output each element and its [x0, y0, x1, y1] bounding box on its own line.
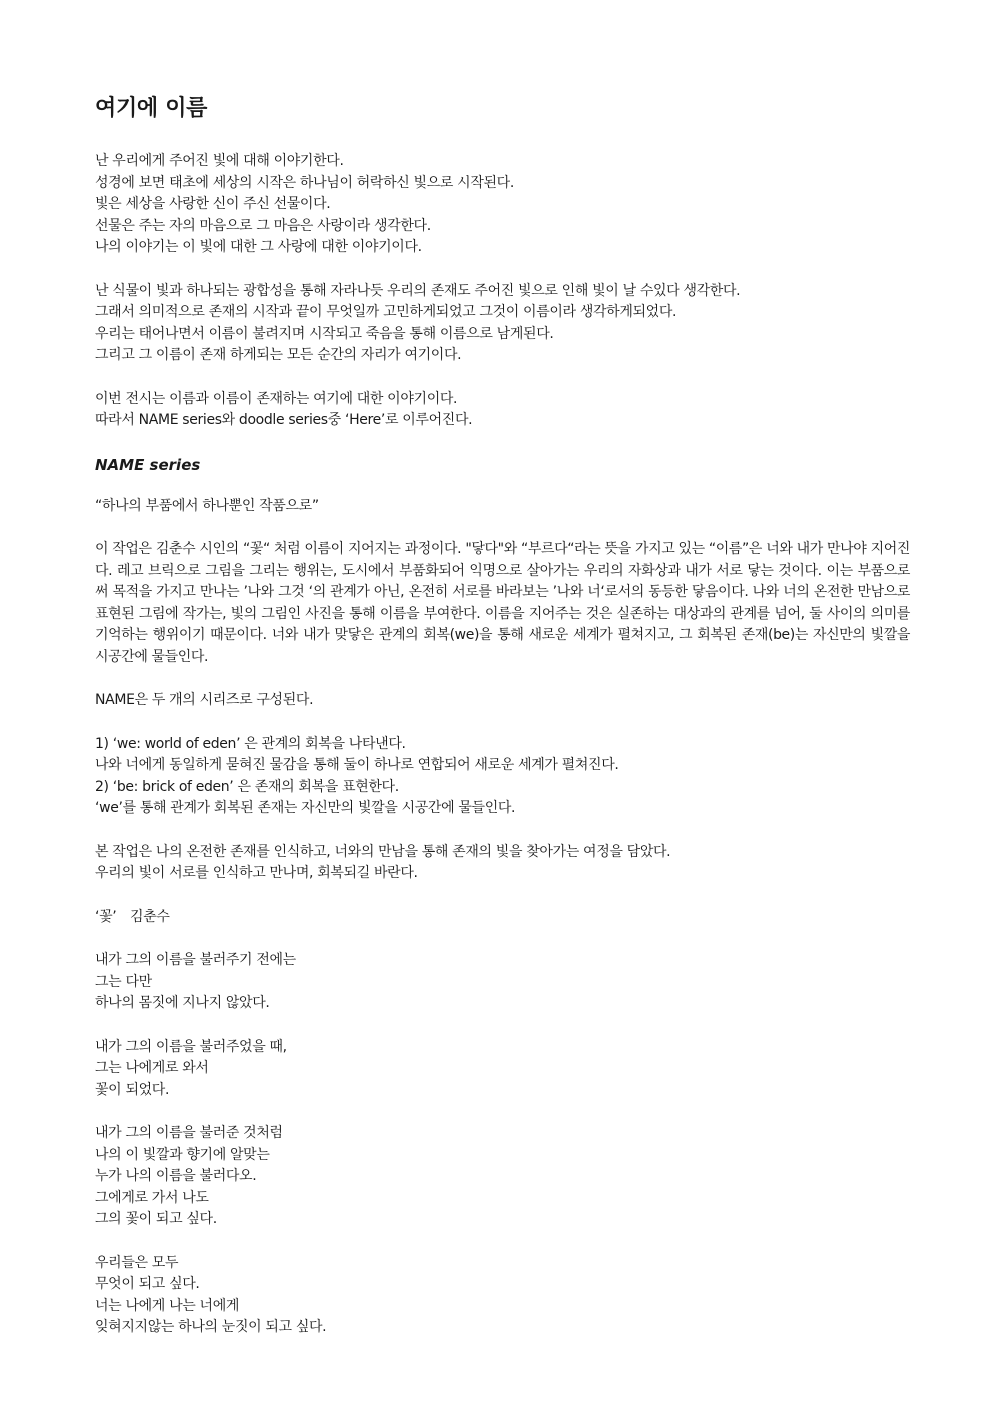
- poem-stanza-1: [95, 950, 910, 1015]
- document-page: [95, 94, 910, 1361]
- text-line: NAME은 두 개의 시리즈로 구성된다.: [95, 692, 314, 708]
- series-list: [95, 734, 910, 820]
- text-line: 따라서 NAME series와 doodle series중 ‘Here’로 이루어진다.: [95, 412, 473, 428]
- poem-line: 그에게로 가서 나도: [95, 1189, 209, 1206]
- poem-line: 잊혀지지않는 하나의 눈짓이 되고 싶다.: [95, 1319, 327, 1335]
- poem-title: [95, 907, 910, 929]
- poem-line: 내가 그의 이름을 불러주기 전에는: [95, 952, 296, 968]
- list-item: ‘we’를 통해 관계가 회복된 존재는 자신만의 빛깔을 시공간에 물들인다.: [95, 800, 516, 816]
- body-paragraph: 이 작업은 김춘수 시인의 “꽃“ 처럼 이름이 지어지는 과정이다. "닿다"와 “부르다“라는 뜻을 가지고 있는 “이름”은 너와 내가 만나야 지어진다. 레고 브릭으로 그림을 그리는 행위는, 도시에서 부품화되어 익명으로 살아가는 우리의 자화상과 내가 서로 닿는 것이다. 이는 부품으로써 목적을 가지고 만나는 ’나와 그것 ‘의 관계가 아닌, 온전히 서로를 바라보는 ’나와 너‘로서의 동등한 닿음이다. 나와 너의 온전한 만남으로 표현된 그림에 작가는, 빛의 그림인 사진을 통해 이름을 부여한다. 이름을 지어주는 것은 실존하는 대상과의 관계를 넘어, 둘 사이의 의미를 기억하는 행위이기 때문이다. 너와 내가 맞닿은 관계의 회복(we)을 통해 새로운 세계가 펼쳐지고, 그 회복된 존재(be)는 자신만의 빛깔을 시공간에 물들인다.: [95, 541, 910, 665]
- text-line: 우리의 빛이 서로를 인식하고 만나며, 회복되길 바란다.: [95, 865, 418, 881]
- poem-line: 꽃이 되었다.: [95, 1081, 170, 1098]
- poem-line: 누가 나의 이름을 불러다오.: [95, 1168, 257, 1184]
- poem-line: 내가 그의 이름을 불러준 것처럼: [95, 1125, 283, 1141]
- intro-paragraph-2: [95, 281, 910, 367]
- poem-line: 너는 나에게 나는 너에게: [95, 1297, 240, 1314]
- poem-line: 우리들은 모두: [95, 1254, 179, 1271]
- poem-line: 그는 나에게로 와서: [95, 1060, 209, 1076]
- quote-line: “하나의 부품에서 하나뿐인 작품으로”: [95, 497, 319, 514]
- text-line: 이번 전시는 이름과 이름이 존재하는 여기에 대한 이야기이다.: [95, 390, 458, 407]
- poem-line: 그의 꽃이 되고 싶다.: [95, 1211, 217, 1227]
- closing-paragraph: [95, 842, 910, 885]
- text-line: 난 식물이 빛과 하나되는 광합성을 통해 자라나듯 우리의 존재도 주어진 빛으로 인해 빛이 날 수있다 생각한다.: [95, 282, 741, 299]
- poem-line: 무엇이 되고 싶다.: [95, 1276, 200, 1292]
- list-item: 나와 너에게 동일하게 묻혀진 물감을 통해 둘이 하나로 연합되어 새로운 세계가 펼쳐진다.: [95, 757, 619, 773]
- list-item: 2) ‘be: brick of eden’ 은 존재의 회복을 표현한다.: [95, 778, 399, 795]
- text-line: 빛은 세상을 사랑한 신이 주신 선물이다.: [95, 196, 331, 212]
- section-heading: NAME series: [95, 455, 201, 474]
- text-line: 나의 이야기는 이 빛에 대한 그 사랑에 대한 이야기이다.: [95, 239, 422, 255]
- text-line: 우리는 태어나면서 이름이 불려지며 시작되고 죽음을 통해 이름으로 남게된다.: [95, 325, 554, 342]
- poem-line: 내가 그의 이름을 불러주었을 때,: [95, 1038, 287, 1055]
- composition-note: [95, 690, 910, 712]
- text-line: 선물은 주는 자의 마음으로 그 마음은 사랑이라 생각한다.: [95, 217, 431, 234]
- poem-line: 나의 이 빛깔과 향기에 알맞는: [95, 1146, 270, 1163]
- poem-line: 그는 다만: [95, 973, 152, 990]
- poem-stanza-3: [95, 1123, 910, 1231]
- intro-paragraph-1: [95, 151, 910, 259]
- poem-stanza-2: [95, 1037, 910, 1102]
- text-line: 본 작업은 나의 온전한 존재를 인식하고, 너와의 만남을 통해 존재의 빛을 찾아가는 여정을 담았다.: [95, 843, 671, 860]
- text-line: 성경에 보면 태초에 세상의 시작은 하나님이 허락하신 빛으로 시작된다.: [95, 174, 514, 191]
- list-item: 1) ‘we: world of eden’ 은 관계의 회복을 나타낸다.: [95, 735, 406, 752]
- poem-stanza-4: [95, 1253, 910, 1339]
- poem-title-line: ‘꽃’ 김춘수: [95, 908, 170, 925]
- text-line: 그래서 의미적으로 존재의 시작과 끝이 무엇일까 고민하게되었고 그것이 이름이라 생각하게되었다.: [95, 304, 677, 320]
- page-title: 여기에 이름: [95, 96, 208, 121]
- text-line: 난 우리에게 주어진 빛에 대해 이야기한다.: [95, 153, 344, 169]
- text-line: 그리고 그 이름이 존재 하게되는 모든 순간의 자리가 여기이다.: [95, 347, 462, 363]
- poem-line: 하나의 몸짓에 지나지 않았다.: [95, 995, 270, 1011]
- section-quote: [95, 496, 910, 518]
- intro-paragraph-3: [95, 389, 910, 432]
